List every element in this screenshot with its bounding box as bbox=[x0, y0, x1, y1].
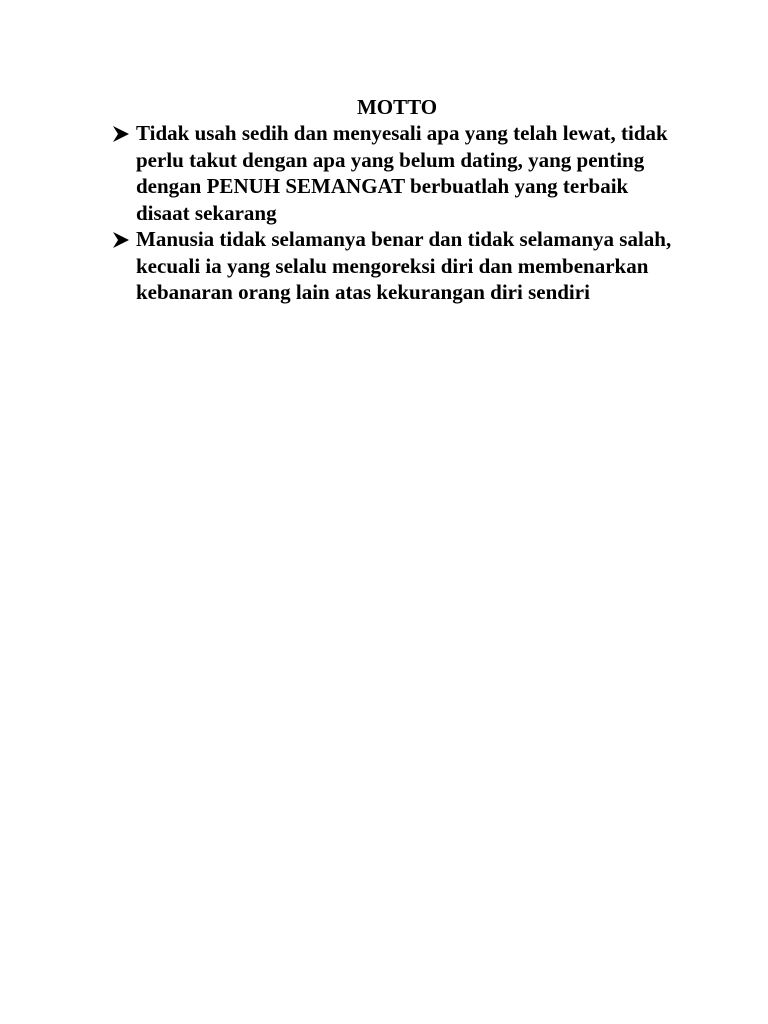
arrowhead-bullet-icon bbox=[112, 232, 130, 248]
document-content bbox=[112, 94, 682, 306]
page-title: MOTTO bbox=[356, 95, 438, 119]
list-item bbox=[112, 120, 682, 226]
list-item-text: Manusia tidak selamanya benar dan tidak selamanya salah, kecuali ia yang selalu mengoreksi diri dan membenarkan kebanaran orang lain atas kekurangan diri sendiri bbox=[136, 227, 672, 304]
arrowhead-bullet-icon bbox=[112, 126, 130, 142]
motto-list bbox=[112, 120, 682, 306]
list-item bbox=[112, 226, 682, 306]
list-item-text: Tidak usah sedih dan menyesali apa yang telah lewat, tidak perlu takut dengan apa yang belum dating, yang penting dengan PENUH SEMANGAT berbuatlah yang terbaik disaat sekarang bbox=[136, 121, 668, 225]
